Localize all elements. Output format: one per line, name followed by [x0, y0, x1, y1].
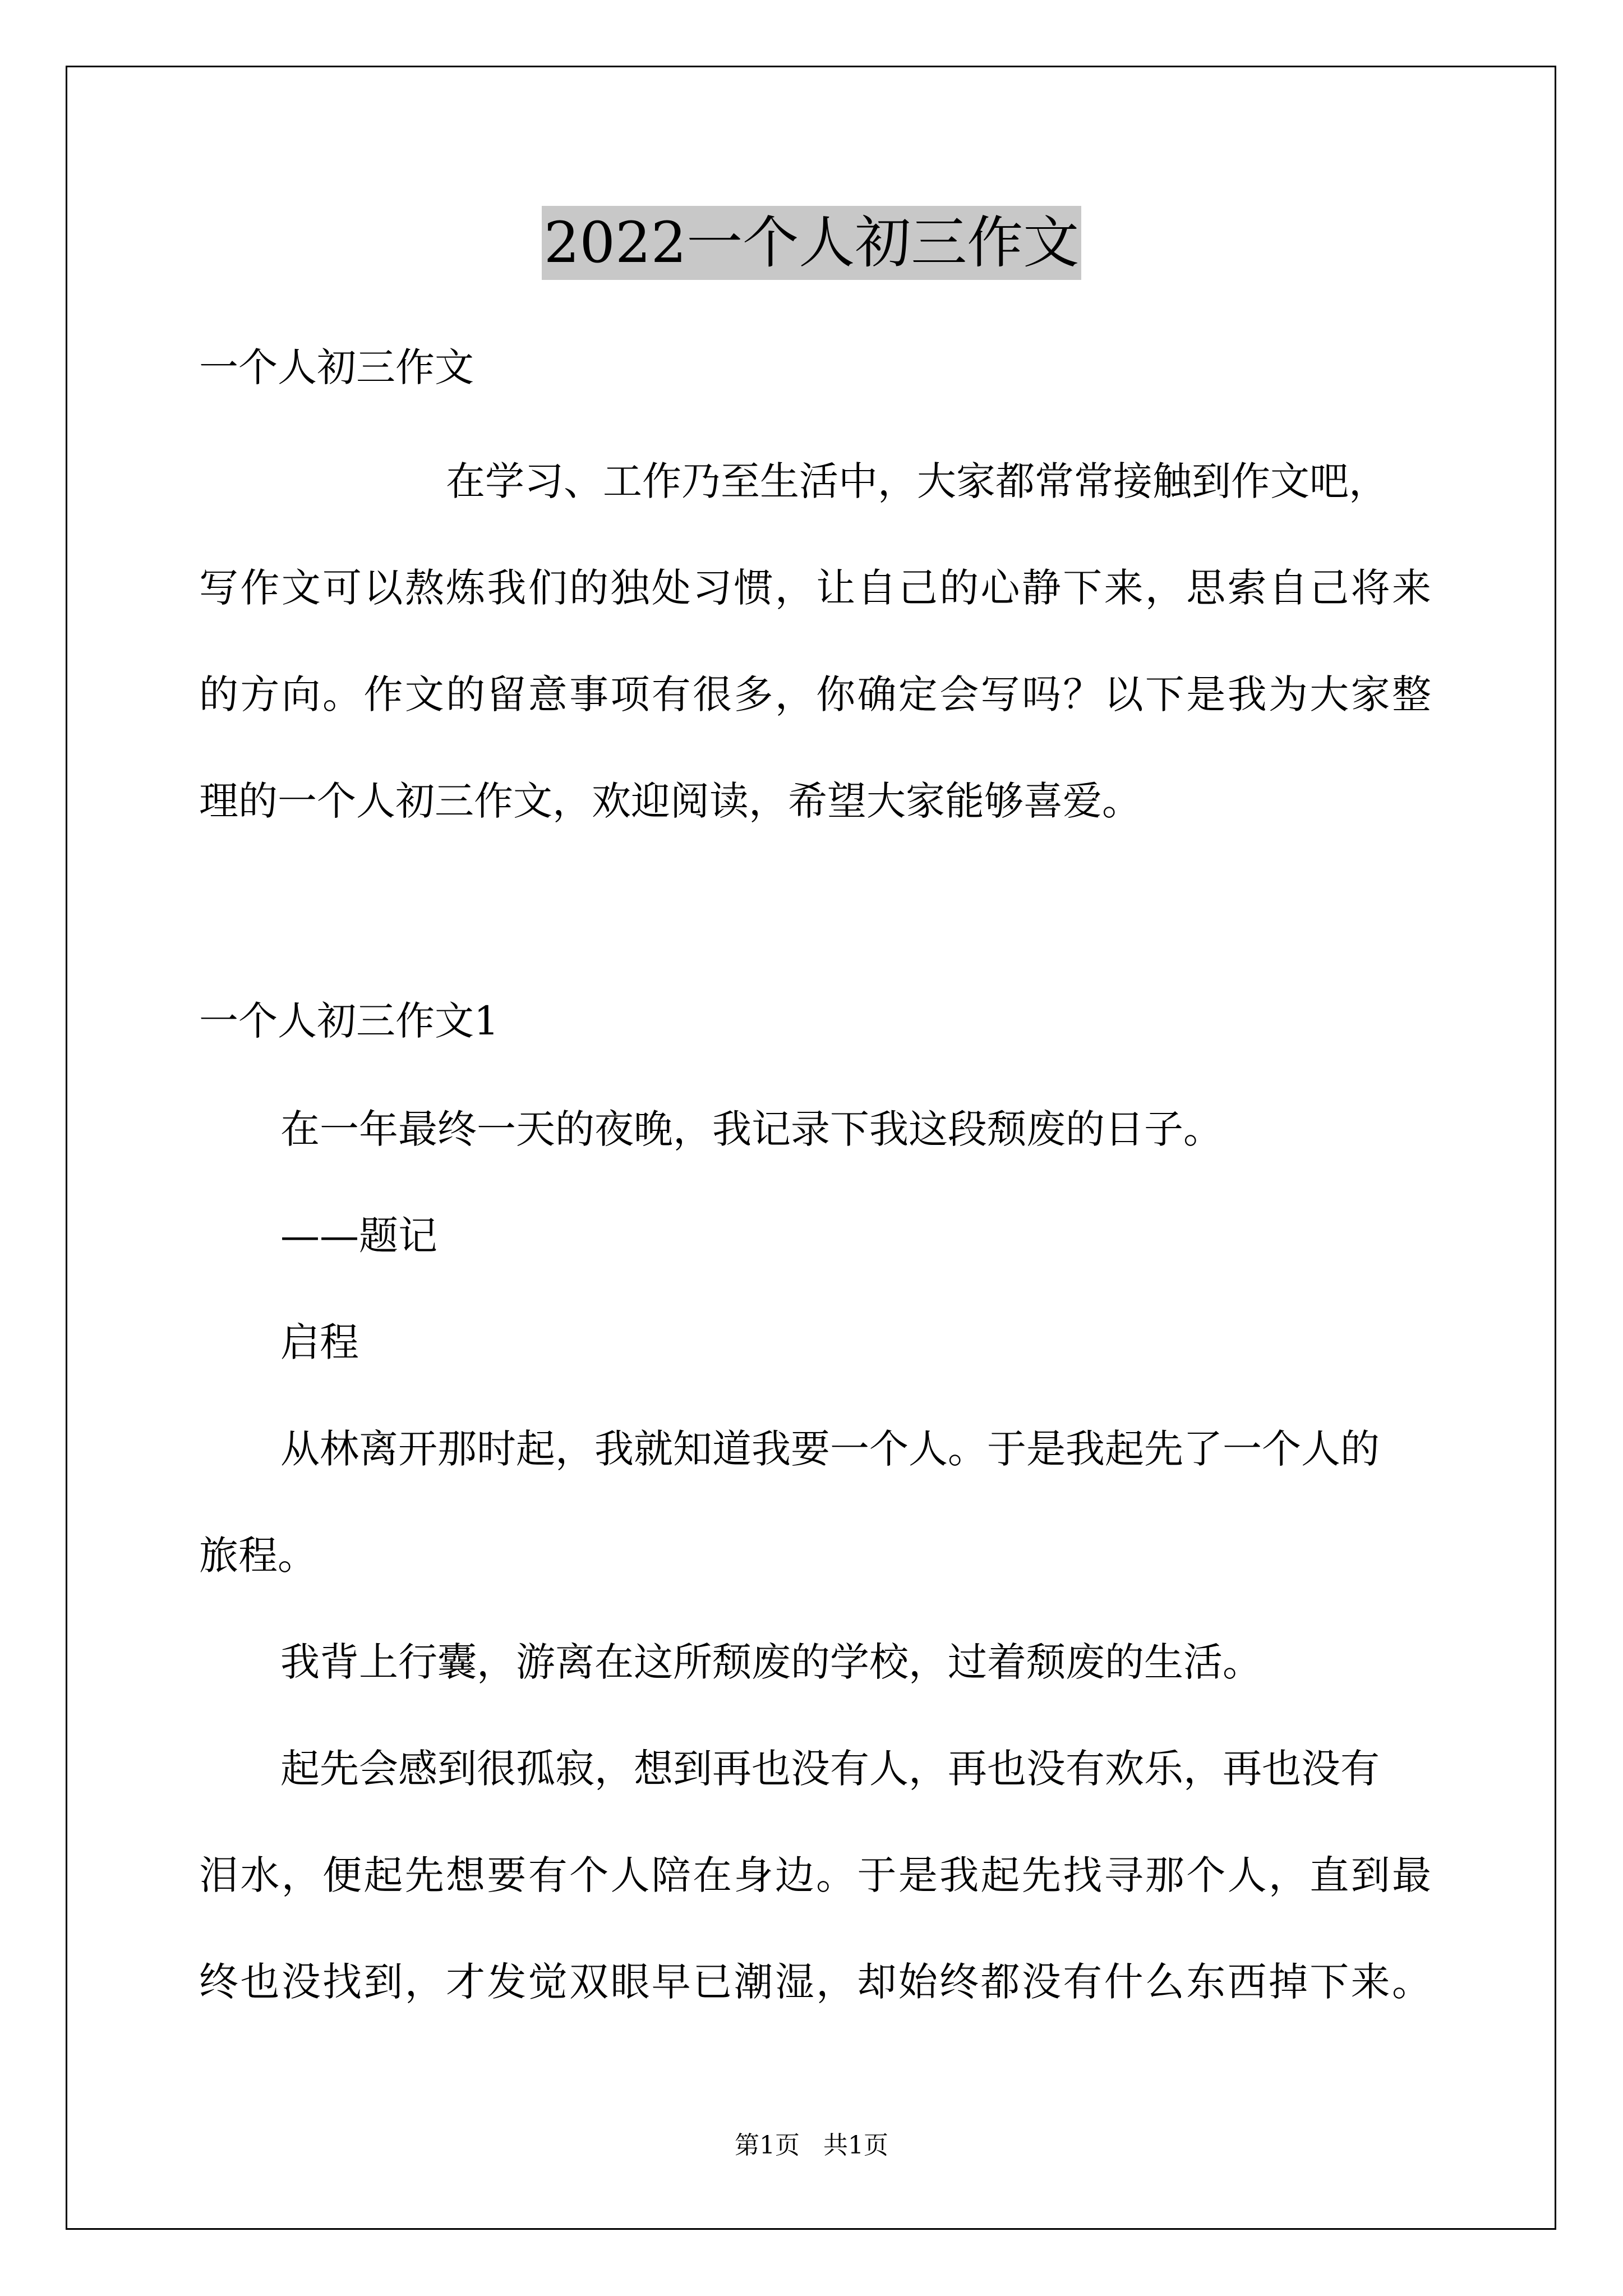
- essay-line: 启程: [280, 1319, 359, 1365]
- intro-line: 写作文可以熬炼我们的独处习惯，让自己的心静下来，思索自己将来: [199, 565, 1431, 611]
- essay-line: 旅程。: [199, 1533, 317, 1579]
- essay-line: ——题记: [280, 1213, 437, 1259]
- document-title-container: [0, 206, 1623, 279]
- essay-line: 泪水，便起先想要有个人陪在身边。于是我起先找寻那个人，直到最: [199, 1852, 1431, 1898]
- essay-heading: 一个人初三作文1: [199, 998, 499, 1044]
- intro-line: 理的一个人初三作文，欢迎阅读，希望大家能够喜爱。: [199, 778, 1141, 824]
- essay-line: 我背上行囊，游离在这所颓废的学校，过着颓废的生活。: [280, 1639, 1262, 1685]
- essay-line: 从林离开那时起，我就知道我要一个人。于是我起先了一个人的: [280, 1426, 1380, 1472]
- page-footer: 第1页 共1页: [735, 2131, 888, 2160]
- intro-line: 的方向。作文的留意事项有很多，你确定会写吗？以下是我为大家整: [199, 671, 1431, 717]
- essay-line: 起先会感到很孤寂，想到再也没有人，再也没有欢乐，再也没有: [280, 1746, 1380, 1792]
- intro-line: 在学习、工作乃至生活中，大家都常常接触到作文吧，: [446, 458, 1388, 504]
- essay-line: 在一年最终一天的夜晚，我记录下我这段颓废的日子。: [280, 1106, 1223, 1152]
- intro-heading: 一个人初三作文: [199, 344, 474, 390]
- essay-line: 终也没找到，才发觉双眼早已潮湿，却始终都没有什么东西掉下来。: [199, 1959, 1431, 2005]
- document-title: 2022一个人初三作文: [542, 206, 1082, 280]
